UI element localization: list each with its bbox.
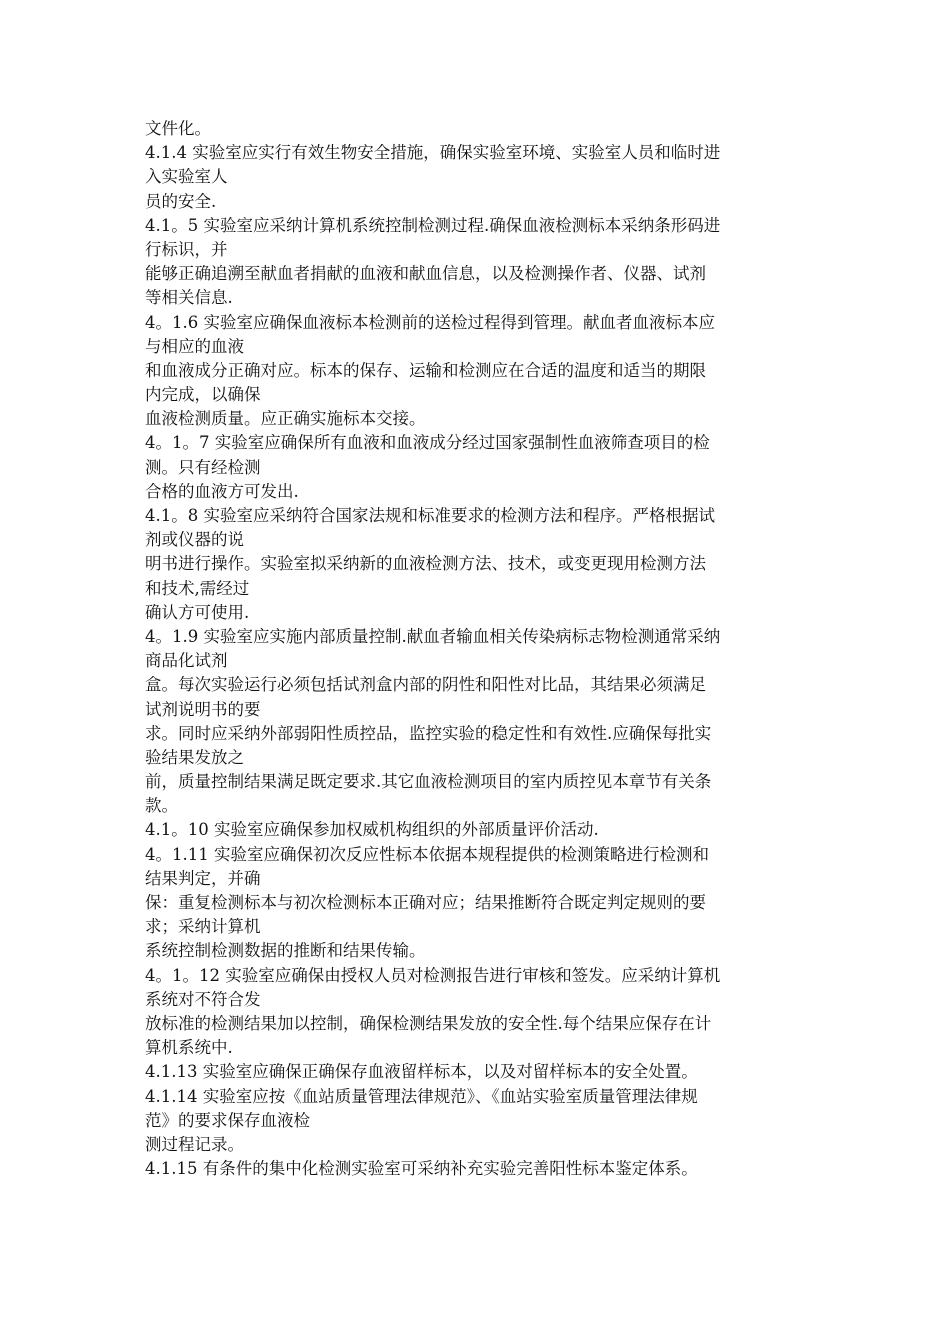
text-line: 行标识，并 bbox=[145, 239, 228, 259]
text-line: 文件化。 bbox=[145, 119, 211, 138]
text-line: 4。1.6 实验室应确保血液标本检测前的送检过程得到管理。献血者血液标本应 bbox=[145, 312, 715, 332]
text-line: 商品化试剂 bbox=[145, 651, 228, 671]
text-line: 4。1.11 实验室应确保初次反应性标本依据本规程提供的检测策略进行检测和 bbox=[145, 844, 709, 864]
text-line: 4。1。7 实验室应确保所有血液和血液成分经过国家强制性血液筛查项目的检 bbox=[145, 433, 710, 453]
text-line: 4.1。10 实验室应确保参加权威机构组织的外部质量评价活动. bbox=[145, 820, 599, 840]
text-line: 验结果发放之 bbox=[145, 747, 244, 767]
text-line: 算机系统中. bbox=[145, 1038, 233, 1058]
text-line: 4.1.15 有条件的集中化检测实验室可采纳补充实验完善阳性标本鉴定体系。 bbox=[145, 1159, 698, 1179]
text-line: 入实验室人 bbox=[145, 167, 228, 187]
text-line: 4.1.4 实验室应实行有效生物安全措施，确保实验室环境、实验室人员和临时进 bbox=[145, 143, 721, 163]
text-line: 员的安全. bbox=[145, 191, 217, 211]
text-line: 4。1.9 实验室应实施内部质量控制.献血者输血相关传染病标志物检测通常采纳 bbox=[145, 626, 721, 646]
text-line: 剂或仪器的说 bbox=[145, 530, 244, 550]
text-line: 试剂说明书的要 bbox=[145, 699, 261, 719]
text-line: 测。只有经检测 bbox=[145, 457, 261, 477]
text-line: 确认方可使用. bbox=[145, 602, 250, 622]
text-line: 合格的血液方可发出. bbox=[145, 481, 299, 501]
text-line: 求。同时应采纳外部弱阳性质控品，监控实验的稳定性和有效性.应确保每批实 bbox=[145, 723, 712, 743]
text-line: 放标准的检测结果加以控制，确保检测结果发放的安全性.每个结果应保存在计 bbox=[145, 1013, 712, 1033]
text-line: 结果判定，并确 bbox=[145, 868, 261, 888]
text-line: 4.1。8 实验室应采纳符合国家法规和标准要求的检测方法和程序。严格根据试 bbox=[145, 506, 715, 525]
text-line: 和技术,需经过 bbox=[145, 578, 250, 598]
text-line: 和血液成分正确对应。标本的保存、运输和检测应在合适的温度和适当的期限 bbox=[145, 360, 706, 380]
text-line: 求；采纳计算机 bbox=[145, 917, 261, 937]
text-line: 内完成，以确保 bbox=[145, 385, 261, 405]
text-line: 保：重复检测标本与初次检测标本正确对应；结果推断符合既定判定规则的要 bbox=[145, 893, 706, 912]
text-line: 款。 bbox=[145, 796, 178, 816]
text-line: 测过程记录。 bbox=[145, 1134, 244, 1154]
text-line: 4.1。5 实验室应采纳计算机系统控制检测过程.确保血液检测标本采纳条形码进 bbox=[145, 215, 721, 235]
text-line: 系统对不符合发 bbox=[145, 989, 261, 1009]
text-line: 盒。每次实验运行必须包括试剂盒内部的阴性和阳性对比品，其结果必须满足 bbox=[145, 675, 706, 695]
text-line: 4.1.14 实验室应按《血站质量管理法律规范》、《血站实验室质量管理法律规 bbox=[145, 1086, 698, 1106]
text-line: 等相关信息. bbox=[145, 288, 233, 308]
text-line: 4.1.13 实验室应确保正确保存血液留样标本，以及对留样标本的安全处置。 bbox=[145, 1062, 698, 1082]
text-line: 血液检测质量。应正确实施标本交接。 bbox=[145, 409, 426, 429]
text-line: 范》的要求保存血液检 bbox=[145, 1110, 310, 1130]
text-line: 与相应的血液 bbox=[145, 336, 244, 356]
text-line: 系统控制检测数据的推断和结果传输。 bbox=[145, 941, 426, 961]
document-body bbox=[145, 117, 811, 1181]
text-line: 前，质量控制结果满足既定要求.其它血液检测项目的室内质控见本章节有关条 bbox=[145, 772, 712, 792]
text-line: 能够正确追溯至献血者捐献的血液和献血信息，以及检测操作者、仪器、试剂 bbox=[145, 264, 706, 284]
text-line: 明书进行操作。实验室拟采纳新的血液检测方法、技术，或变更现用检测方法 bbox=[145, 554, 706, 574]
text-line: 4。1。12 实验室应确保由授权人员对检测报告进行审核和签发。应采纳计算机 bbox=[145, 965, 721, 985]
